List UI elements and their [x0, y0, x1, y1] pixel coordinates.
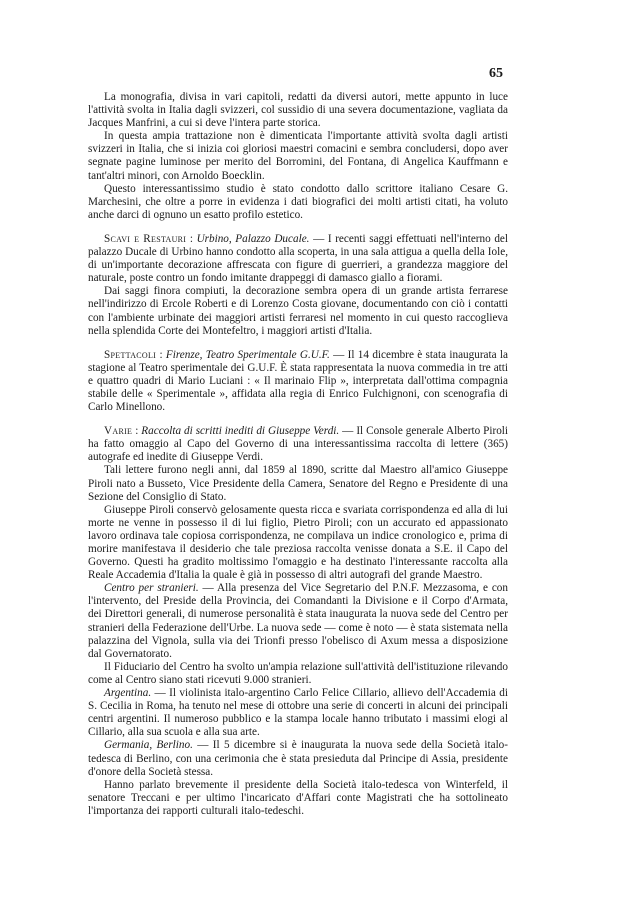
section-germania: Germania, Berlino. — Il 5 dicembre si è inaugurata la nuova sede della Società italo-tedesca di Berlino, con una cerimonia che è stata presieduta dal Principe di Assia, presidente d'onore della Società stessa. — [88, 739, 508, 778]
article-body — [88, 91, 508, 818]
section-title: Germania, Berlino. — [104, 739, 193, 752]
paragraph: Dai saggi finora compiuti, la decorazione sembra opera di un grande artista ferrarese nell'indirizzo di Ercole Roberti e di Lorenzo Costa giovane, documentando con ciò i contatti con l'ambiente urbinate dei maggiori artisti ferraresi nel momento in cui questo raccoglieva nella splendida Corte dei Montefeltro, i maggiori artisti d'Italia. — [88, 285, 508, 337]
section-title: Firenze, Teatro Sperimentale G.U.F. — [165, 348, 330, 361]
paragraph: La monografia, divisa in vari capitoli, redatti da diversi autori, mette appunto in luce l'attività svolta in Italia dagli svizzeri, col sussidio di una severa documentazione, vagliata da Jacques Manfrini, a cui si deve l'intera parte storica. — [88, 91, 508, 130]
paragraph: Hanno parlato brevemente il presidente della Società italo-tedesca von Winterfeld, il senatore Treccani e per ultimo l'incaricato d'Affari conte Magistrati che ha sottolineato l'importanza dei rapporti culturali italo-tedeschi. — [88, 778, 508, 817]
paragraph: Il Fiduciario del Centro ha svolto un'ampia relazione sull'attività dell'istituzione rilevando come al Centro siano stati ricevuti 9.000 stranieri. — [88, 660, 508, 686]
section-title: Argentina. — [104, 687, 152, 700]
paragraph: In questa ampia trattazione non è dimenticata l'importante attività svolta dagli artisti svizzeri in Italia, che si inizia coi gloriosi maestri comacini e sembra concludersi, dopo aver segnate pagine luminose per merito del Borromini, del Fontana, di Angelica Kauffmann e tant'altri minori, con Arnoldo Boecklin. — [88, 130, 508, 182]
section-label: Spettacoli — [104, 348, 157, 361]
section-centro: Centro per stranieri. — Alla presenza del Vice Segretario del P.N.F. Mezzasoma, e con l'intervento, del Preside della Provincia, dei Comandanti la Divisione e il Corpo d'Armata, dei Direttori generali, di numerose personalità è stata inaugurata la nuova sede del Centro per stranieri della Federazione dell'Urbe. La nuova sede — come è noto — è stata sistemata nella palazzina del Vignola, sulla via dei Trionfi presso l'obelisco di Axum messa a disposizione dal Governatorato. — [88, 582, 508, 660]
paragraph: Giuseppe Piroli conservò gelosamente questa ricca e svariata corrispondenza ed alla di lui morte ne venne in possesso il di lui figlio, Pietro Piroli; con un accurato ed appassionato lavoro ordinava tale copiosa corrispondenza, ne compilava un indice cronologico e, prima di morire manifestava il desiderio che tale preziosa raccolta venisse donata a S.E. il Capo del Governo. Questi ha gradito moltissimo l'omaggio e ha destinato l'interessante raccolta alla Reale Accademia d'Italia la quale è già in possesso di altri autografi del grande Maestro. — [88, 503, 508, 582]
page-number: 65 — [489, 66, 503, 81]
section-title: Centro per stranieri. — [104, 582, 199, 595]
section-argentina: Argentina. — Il violinista italo-argentino Carlo Felice Cillario, allievo dell'Accademia di S. Cecilia in Roma, ha tenuto nel mese di ottobre una serie di concerti in alcuni dei principali centri argentini. Il numeroso pubblico e la stampa locale hanno tributato i massimi elogi al Cillario, alla sua scuola e alla sua arte. — [88, 687, 508, 739]
section-label: Scavi e Restauri — [104, 232, 187, 245]
section-spettacoli: Spettacoli : Firenze, Teatro Sperimentale G.U.F. — Il 14 dicembre è stata inaugurata la stagione al Teatro sperimentale dei G.U.F. È stata rappresentata la nuova commedia in tre atti e quattro quadri di Mario Luciani : « Il marinaio Flip », interpretata dall'ottima compagnia stabile delle « Sperimentale », affidata alla regia di Enrico Fulchignoni, con scenografia di Carlo Minellono. — [88, 348, 509, 414]
paragraph: Questo interessantissimo studio è stato condotto dallo scrittore italiano Cesare G. Marchesini, che oltre a porre in evidenza i dati biografici dei molti artisti citati, ha voluto anche darci di ognuno un esatto profilo estetico. — [88, 182, 508, 221]
paragraph: Tali lettere furono negli anni, dal 1859 al 1890, scritte dal Maestro all'amico Giuseppe Piroli nato a Busseto, Vice Presidente della Camera, Senatore del Regno e Presidente di una Sezione del Consiglio di Stato. — [88, 464, 508, 503]
section-title: Raccolta di scritti inediti di Giuseppe Verdi. — [141, 425, 340, 438]
section-title: Urbino, Palazzo Ducale. — [196, 232, 310, 245]
section-scavi: Scavi e Restauri : Urbino, Palazzo Ducale. — I recenti saggi effettuati nell'interno del palazzo Ducale di Urbino hanno condotto alla scoperta, in una sala attigua a quella della Iole, di un'importante decorazione affrescata con figure di guerrieri, a grandezza maggiore del naturale, poste contro un fondo imitante drappeggi di damasco giallo a fiorami. — [88, 232, 508, 285]
section-label: Varie — [104, 425, 133, 438]
section-varie: Varie : Raccolta di scritti inediti di Giuseppe Verdi. — Il Console generale Alberto Piroli ha fatto omaggio al Capo del Governo di una interessantissima raccolta di lettere (365) autografe ed inedite di Giuseppe Verdi. — [88, 425, 509, 464]
